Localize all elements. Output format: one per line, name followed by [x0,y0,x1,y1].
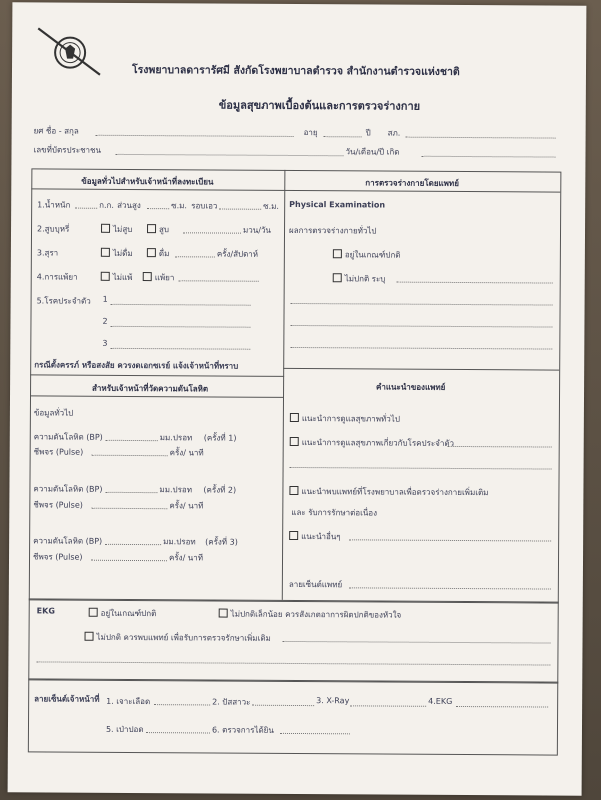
bp-round-1: (ครั้งที่ 1) [203,433,237,443]
no-smoke-checkbox[interactable] [101,224,110,233]
staff-sign-label: ลายเซ็นต์เจ้าหน้าที่ [34,694,100,704]
chronic-num-3: 3 [102,338,108,348]
ekg-abnormal-option[interactable]: ไม่ปกติ ควรพบแพทย์ เพื่อรับการตรวจรักษาเพิ่มเติม [85,631,271,645]
no-smoke-option[interactable]: ไม่สูบ [101,223,132,236]
bp-round-3: (ครั้งที่ 3) [205,537,238,547]
affiliation-label: สภ. [387,128,401,138]
per-min-unit-2: ครั้ง/ นาที [169,501,204,511]
no-allergy-option[interactable]: ไม่แพ้ [101,271,133,284]
ekg-normal-option[interactable]: อยู่ในเกณฑ์ปกติ [89,607,157,620]
smoke-option[interactable]: สูบ [147,223,169,236]
staff-blood: 1. เจาะเลือด [106,696,151,707]
birthdate-line[interactable] [421,156,555,158]
rank-name-label: ยศ ชื่อ - สกุล [33,126,79,136]
alcohol-label: 3.สุรา [36,248,59,258]
exam-normal-option[interactable]: อยู่ในเกณฑ์ปกติ [333,248,401,261]
bp-round-2: (ครั้งที่ 2) [203,485,237,495]
advice-3-continuation: และ รับการรักษาต่อเนื่อง [291,507,378,518]
staff-section [28,678,558,755]
hospital-name: โรงพยาบาลดารารัศมี สังกัดโรงพยาบาลตำรวจ สำนักงานตำรวจแห่งชาติ [131,63,460,78]
cm-unit-2: ซ.ม. [263,201,280,211]
chronic-label: 5.โรคประจำตัว [36,296,91,306]
police-hospital-logo [34,22,106,80]
exam-section-title: การตรวจร่างกายโดยแพทย์ [365,178,459,188]
advice-section-title: คำแนะนำของแพทย์ [376,382,446,392]
advice-4-option[interactable]: แนะนำอื่นๆ [289,530,341,543]
pregnancy-note: กรณีตั้งครรภ์ หรือสงสัย ควรงดเอกซเรย์ แจ้งเจ้าหน้าที่ทราบ [34,360,239,371]
weight-label: 1.น้ำหนัก [37,200,71,210]
drink-checkbox[interactable] [147,248,156,257]
form-title: ข้อมูลสุขภาพเบื้องต้นและการตรวจร่างกาย [218,98,421,113]
staff-urine: 2. ปัสสาวะ [212,697,251,707]
rank-name-line[interactable] [96,135,294,137]
advice-3-option[interactable]: แนะนำพบแพทย์ที่โรงพยาบาลเพื่อตรวจร่างกายเพิ่มเติม [289,485,488,499]
pulse-label-2: ชีพจร (Pulse) [33,500,83,510]
has-allergy-checkbox[interactable] [143,272,152,281]
allergy-label: 4.การแพ้ยา [36,272,78,282]
staff-hearing: 6. ตรวจการได้ยิน [211,725,274,735]
id-card-line[interactable] [115,154,343,156]
mmhg-unit-2: มม.ปรอท [159,485,193,495]
health-form-paper [8,2,587,795]
staff-lung: 5. เป่าปอด [105,724,144,735]
chronic-num-1: 1 [102,294,108,304]
ekg-abnormal-checkbox[interactable] [85,632,94,641]
per-min-unit-3: ครั้ง/ นาที [169,553,204,563]
exam-abnormal-option[interactable]: ไม่ปกติ ระบุ [333,272,386,285]
bp-label-2: ความดันโลหิต (BP) [33,484,103,494]
per-day-unit: มวน/วัน [243,225,271,235]
no-drink-checkbox[interactable] [101,248,110,257]
staff-xray: 3. X-Ray [316,696,350,706]
per-min-unit-1: ครั้ง/ นาที [169,448,204,458]
waist-label: รอบเอว [191,201,218,211]
advice-1-checkbox[interactable] [290,413,299,422]
exam-abnormal-checkbox[interactable] [333,273,342,282]
general-result-label: ผลการตรวจร่างกายทั่วไป [289,225,377,236]
chronic-num-2: 2 [102,316,108,326]
no-drink-option[interactable]: ไม่ดื่ม [101,247,133,260]
ekg-label: EKG [36,606,55,616]
ekg-normal-checkbox[interactable] [89,608,98,617]
birthdate-label: วัน/เดือน/ปี เกิด [345,147,400,157]
age-label: อายุ [303,128,318,138]
has-allergy-option[interactable]: แพ้ยา [143,271,175,284]
height-label: ส่วนสูง [117,200,141,211]
no-allergy-checkbox[interactable] [101,272,110,281]
kg-unit: ก.ก. [99,200,114,210]
physical-exam-label: Physical Examination [289,199,386,210]
drink-option[interactable]: ดื่ม [147,247,170,260]
advice-3-checkbox[interactable] [289,486,298,495]
ekg-minor-option[interactable]: ไม่ปกติเล็กน้อย ควรสังเกตอาการผิดปกติของหัวใจ [219,608,402,622]
doctor-sign-label: ลายเซ็นต์แพทย์ [288,579,343,590]
general-section-title: ข้อมูลทั่วไปสำหรับเจ้าหน้าที่ลงทะเบียน [81,176,214,187]
bp-label-3: ความดันโลหิต (BP) [33,536,103,546]
pulse-label-3: ชีพจร (Pulse) [33,552,83,562]
year-label: ปี [365,128,371,138]
per-week-unit: ครั้ง/สัปดาห์ [216,249,259,259]
pulse-label-1: ชีพจร (Pulse) [33,447,84,457]
cm-unit-1: ซ.ม. [171,201,188,211]
bp-label-1: ความดันโลหิต (BP) [33,432,103,442]
advice-4-checkbox[interactable] [289,531,298,540]
age-line[interactable] [324,136,362,137]
advice-2-option[interactable]: แนะนำการดูแลสุขภาพเกี่ยวกับโรคประจำตัว [290,436,454,450]
mmhg-unit-3: มม.ปรอท [163,537,196,547]
id-card-label: เลขที่บัตรประชาชน [33,145,101,155]
affiliation-line[interactable] [406,137,556,139]
staff-ekg: 4.EKG [428,696,453,706]
bp-section-title: สำหรับเจ้าหน้าที่วัดความดันโลหิต [92,383,209,394]
bp-general-info: ข้อมูลทั่วไป [33,408,74,418]
smoking-label: 2.สูบบุหรี่ [37,224,70,234]
height-line[interactable] [147,208,169,209]
mmhg-unit-1: มม.ปรอท [159,433,193,443]
ekg-minor-checkbox[interactable] [219,609,228,618]
advice-1-option[interactable]: แนะนำการดูแลสุขภาพทั่วไป [290,412,400,426]
weight-line[interactable] [75,208,97,209]
smoke-checkbox[interactable] [147,224,156,233]
advice-2-checkbox[interactable] [290,437,299,446]
exam-normal-checkbox[interactable] [333,249,342,258]
